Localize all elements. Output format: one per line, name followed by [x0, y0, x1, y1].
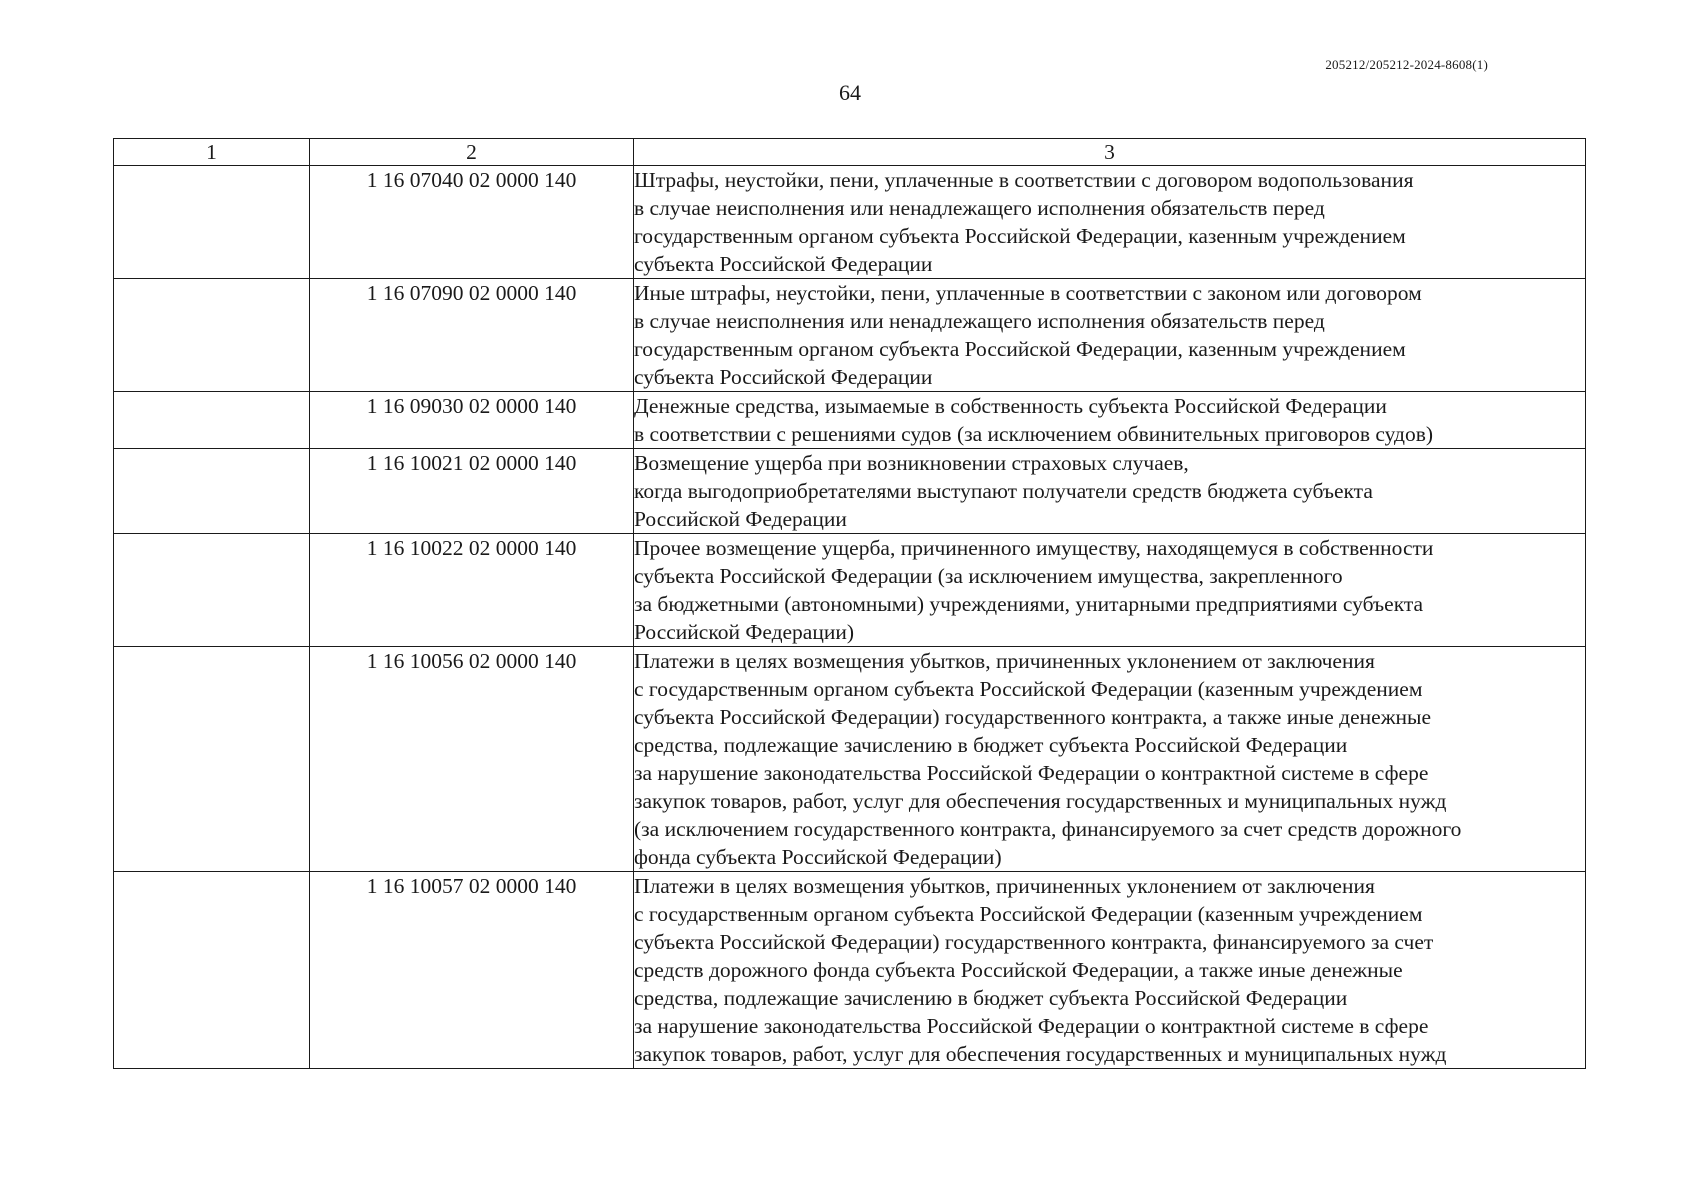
revenue-code-cell: 1 16 07090 02 0000 140 [310, 279, 634, 392]
revenue-description-cell [634, 449, 1586, 534]
description-line: с государственным органом субъекта Российской Федерации (казенным учреждением [634, 677, 1423, 701]
admin-code-cell [114, 647, 310, 872]
admin-code-cell [114, 166, 310, 279]
description-line: в случае неисполнения или ненадлежащего исполнения обязательств перед [634, 196, 1325, 220]
revenue-description-cell [634, 279, 1586, 392]
description-line: Штрафы, неустойки, пени, уплаченные в соответствии с договором водопользования [634, 168, 1414, 192]
revenue-description-cell [634, 166, 1586, 279]
admin-code-cell [114, 392, 310, 449]
revenue-code-cell: 1 16 09030 02 0000 140 [310, 392, 634, 449]
description-line: в случае неисполнения или ненадлежащего исполнения обязательств перед [634, 309, 1325, 333]
revenue-code-cell: 1 16 10056 02 0000 140 [310, 647, 634, 872]
revenue-description-cell [634, 392, 1586, 449]
description-line: средств дорожного фонда субъекта Российской Федерации, а также иные денежные [634, 958, 1403, 982]
revenue-description-cell [634, 647, 1586, 872]
description-line: субъекта Российской Федерации) государственного контракта, а также иные денежные [634, 705, 1432, 729]
description-line: когда выгодоприобретателями выступают получатели средств бюджета субъекта [634, 479, 1373, 503]
revenue-description-cell [634, 872, 1586, 1069]
description-line: в соответствии с решениями судов (за исключением обвинительных приговоров судов) [634, 422, 1434, 446]
admin-code-cell [114, 872, 310, 1069]
description-line: Иные штрафы, неустойки, пени, уплаченные в соответствии с законом или договором [634, 281, 1422, 305]
revenue-code-cell: 1 16 10021 02 0000 140 [310, 449, 634, 534]
description-line: средства, подлежащие зачислению в бюджет субъекта Российской Федерации [634, 733, 1348, 757]
revenue-code-cell: 1 16 10022 02 0000 140 [310, 534, 634, 647]
admin-code-cell [114, 449, 310, 534]
description-line: Денежные средства, изымаемые в собственность субъекта Российской Федерации [634, 394, 1387, 418]
description-line: (за исключением государственного контракта, финансируемого за счет средств дорожного [634, 817, 1462, 841]
table-row [114, 279, 1586, 392]
column-header-2: 2 [310, 139, 634, 166]
column-header-3: 3 [634, 139, 1586, 166]
description-line: субъекта Российской Федерации) государственного контракта, финансируемого за счет [634, 930, 1434, 954]
table-row [114, 872, 1586, 1069]
description-line: с государственным органом субъекта Российской Федерации (казенным учреждением [634, 902, 1423, 926]
document-id: 205212/205212-2024-8608(1) [1325, 57, 1488, 72]
description-line: средства, подлежащие зачислению в бюджет субъекта Российской Федерации [634, 986, 1348, 1010]
admin-code-cell [114, 279, 310, 392]
column-header-1: 1 [114, 139, 310, 166]
admin-code-cell [114, 534, 310, 647]
description-line: за бюджетными (автономными) учреждениями, унитарными предприятиями субъекта [634, 592, 1424, 616]
description-line: субъекта Российской Федерации [634, 252, 933, 276]
table-row [114, 392, 1586, 449]
table-body [114, 166, 1586, 1069]
description-line: за нарушение законодательства Российской Федерации о контрактной системе в сфере [634, 1014, 1429, 1038]
revenue-code-cell: 1 16 10057 02 0000 140 [310, 872, 634, 1069]
table-row [114, 534, 1586, 647]
description-line: Российской Федерации) [634, 620, 855, 644]
description-line: Платежи в целях возмещения убытков, причиненных уклонением от заключения [634, 874, 1375, 898]
description-line: закупок товаров, работ, услуг для обеспечения государственных и муниципальных нужд [634, 1042, 1447, 1066]
description-line: государственным органом субъекта Российской Федерации, казенным учреждением [634, 337, 1406, 361]
table-header-row [114, 139, 1586, 166]
table-row [114, 647, 1586, 872]
description-line: государственным органом субъекта Российской Федерации, казенным учреждением [634, 224, 1406, 248]
table-row [114, 449, 1586, 534]
revenue-code-cell: 1 16 07040 02 0000 140 [310, 166, 634, 279]
description-line: за нарушение законодательства Российской Федерации о контрактной системе в сфере [634, 761, 1429, 785]
description-line: субъекта Российской Федерации [634, 365, 933, 389]
description-line: Платежи в целях возмещения убытков, причиненных уклонением от заключения [634, 649, 1375, 673]
table-row [114, 166, 1586, 279]
description-line: субъекта Российской Федерации (за исключением имущества, закрепленного [634, 564, 1343, 588]
description-line: Возмещение ущерба при возникновении страховых случаев, [634, 451, 1189, 475]
budget-classification-table [113, 138, 1586, 1069]
description-line: Российской Федерации [634, 507, 847, 531]
page-number: 64 [839, 80, 861, 105]
description-line: Прочее возмещение ущерба, причиненного имуществу, находящемуся в собственности [634, 536, 1434, 560]
revenue-description-cell [634, 534, 1586, 647]
description-line: фонда субъекта Российской Федерации) [634, 845, 1002, 869]
description-line: закупок товаров, работ, услуг для обеспечения государственных и муниципальных нужд [634, 789, 1447, 813]
